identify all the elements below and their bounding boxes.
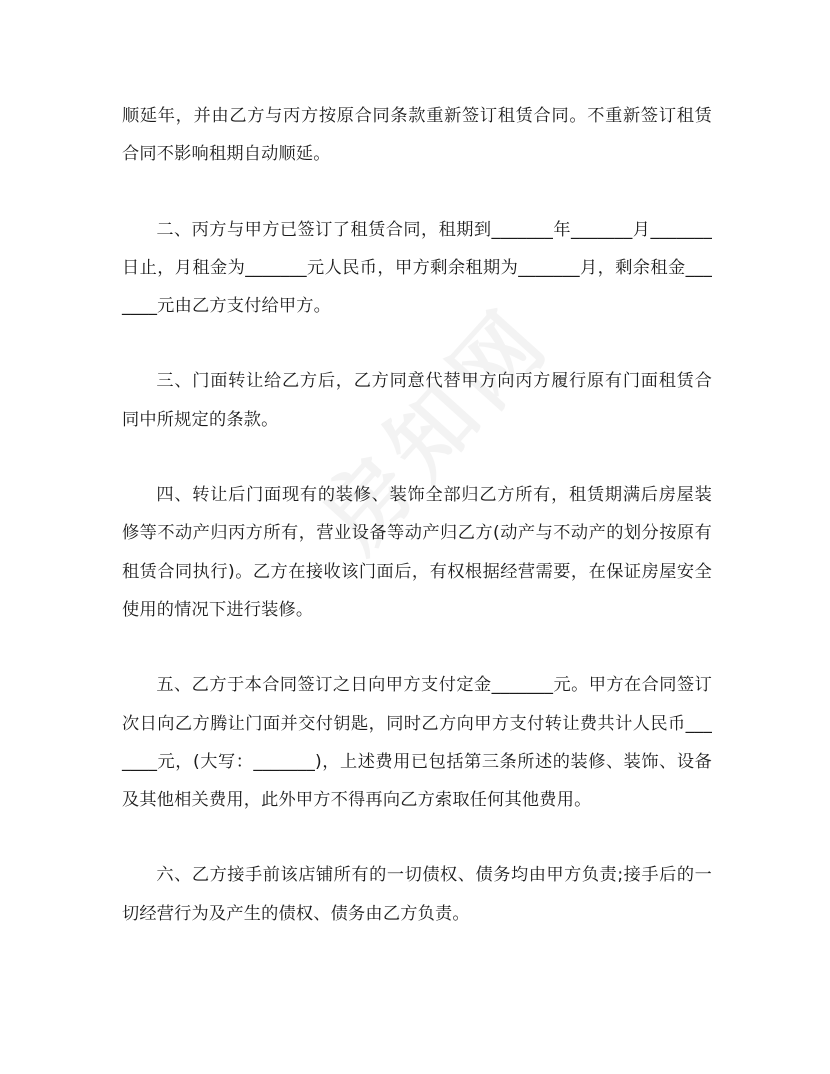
document-body (122, 97, 712, 970)
paragraph-continuation: 顺延年，并由乙方与丙方按原合同条款重新签订租赁合同。不重新签订租赁合同不影响租期自动顺延。 (122, 106, 712, 165)
clause-3-paragraph: 三、门面转让给乙方后，乙方同意代替甲方向丙方履行原有门面租赁合同中所规定的条款。 (122, 371, 712, 430)
clause-2-paragraph: 二、丙方与甲方已签订了租赁合同，租期到_______年_______月_______日止，月租金为_______元人民币，甲方剩余租期为_______月，剩余租金_______元由乙方支付给甲方。 (122, 219, 712, 317)
clause-5-paragraph: 五、乙方于本合同签订之日向甲方支付定金_______元。甲方在合同签订次日向乙方腾让门面并交付钥匙，同时乙方向甲方支付转让费共计人民币_______元，(大写：_______)，上述费用已包括第三条所述的装修、装饰、设备及其他相关费用，此外甲方不得再向乙方索取任何其他费用。 (122, 675, 712, 811)
clause-6-paragraph: 六、乙方接手前该店铺所有的一切债权、债务均由甲方负责;接手后的一切经营行为及产生的债权、债务由乙方负责。 (122, 865, 712, 924)
clause-4-paragraph: 四、转让后门面现有的装修、装饰全部归乙方所有，租赁期满后房屋装修等不动产归丙方所有，营业设备等动产归乙方(动产与不动产的划分按原有租赁合同执行)。乙方在接收该门面后，有权根据经营需要，在保证房屋安全使用的情况下进行装修。 (122, 485, 712, 620)
